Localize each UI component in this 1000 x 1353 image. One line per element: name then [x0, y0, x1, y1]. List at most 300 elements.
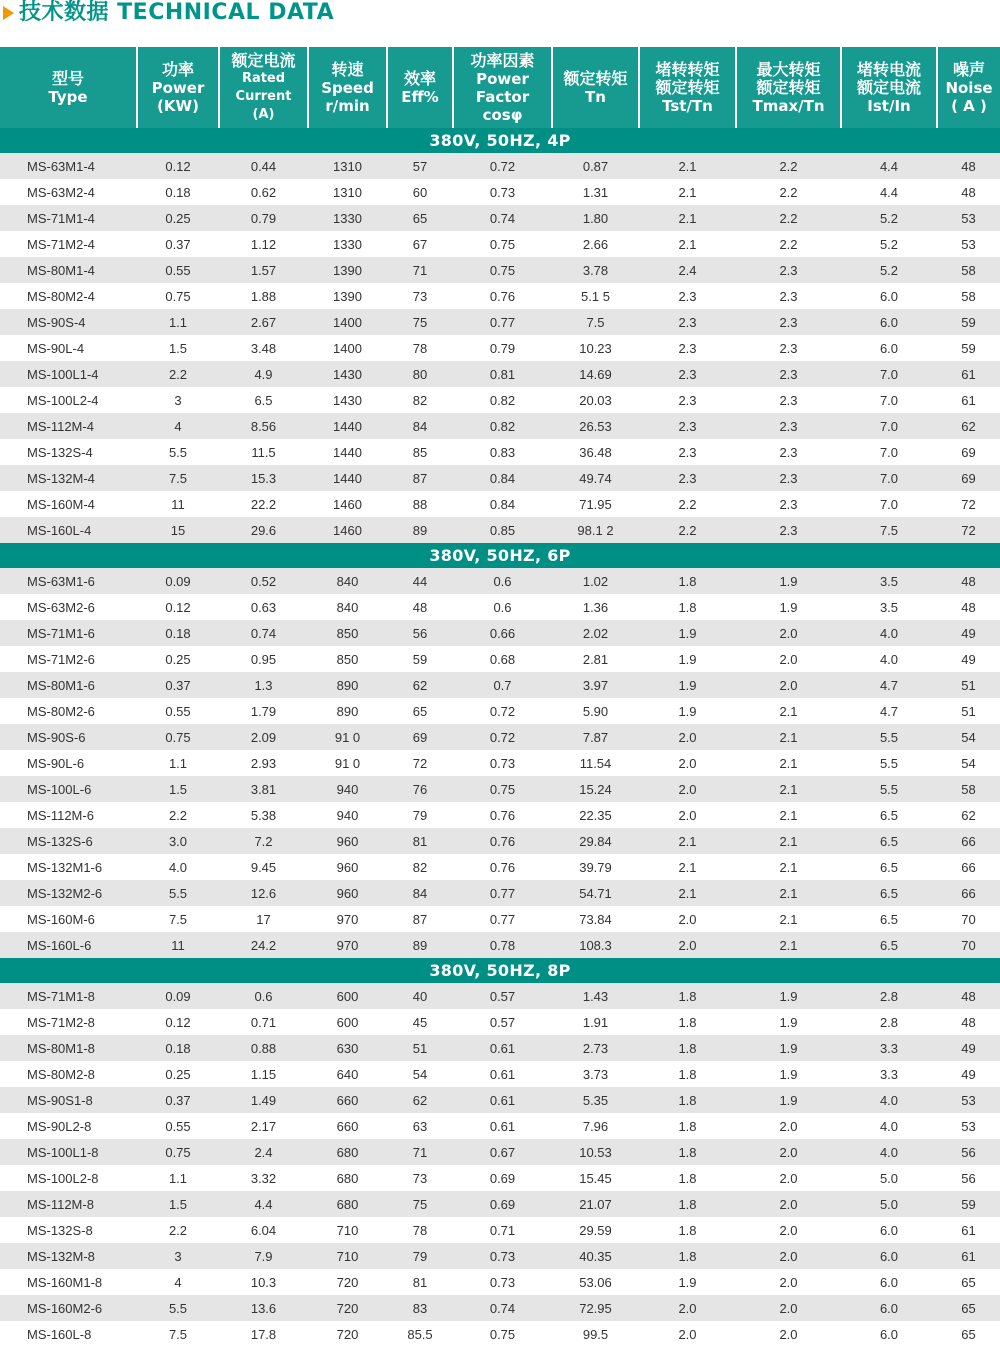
- table-cell: 1.8: [639, 594, 736, 620]
- table-cell: 0.74: [219, 620, 308, 646]
- table-cell: 2.1: [736, 776, 841, 802]
- table-cell: 5.5: [137, 439, 219, 465]
- table-cell: MS-132M2-6: [0, 880, 137, 906]
- table-row: [0, 802, 1000, 828]
- table-cell: 0.69: [453, 1191, 552, 1217]
- table-cell: 40: [387, 983, 453, 1009]
- table-cell: 0.25: [137, 646, 219, 672]
- header-rated-current: 额定电流 Rated Current (A): [219, 47, 308, 128]
- table-cell: 8.56: [219, 413, 308, 439]
- table-cell: 7.5: [137, 906, 219, 932]
- table-cell: 600: [308, 983, 387, 1009]
- table-cell: 2.0: [736, 620, 841, 646]
- table-cell: 5.5: [841, 750, 937, 776]
- table-cell: 12.6: [219, 880, 308, 906]
- group-label: 380V, 50HZ, 6P: [0, 543, 1000, 568]
- table-cell: 1460: [308, 491, 387, 517]
- table-cell: 0.61: [453, 1061, 552, 1087]
- table-cell: 2.3: [736, 309, 841, 335]
- table-cell: 72: [937, 491, 1000, 517]
- table-cell: 0.61: [453, 1035, 552, 1061]
- header-rated-torque: 额定转矩 Tn: [552, 47, 639, 128]
- table-cell: MS-71M1-4: [0, 205, 137, 231]
- table-cell: 2.1: [736, 698, 841, 724]
- play-arrow-icon: [3, 6, 14, 20]
- table-cell: 6.5: [841, 906, 937, 932]
- table-cell: 11: [137, 932, 219, 958]
- table-cell: MS-160L-8: [0, 1321, 137, 1347]
- table-cell: 0.78: [453, 932, 552, 958]
- table-row: [0, 854, 1000, 880]
- table-row: [0, 1243, 1000, 1269]
- table-cell: 2.0: [639, 932, 736, 958]
- table-cell: 67: [387, 231, 453, 257]
- table-cell: 3.97: [552, 672, 639, 698]
- table-cell: 0.76: [453, 283, 552, 309]
- table-cell: 53: [937, 1087, 1000, 1113]
- table-cell: 7.0: [841, 413, 937, 439]
- table-cell: 62: [387, 1087, 453, 1113]
- table-cell: 65: [937, 1295, 1000, 1321]
- table-cell: 6.5: [841, 802, 937, 828]
- table-cell: 3.5: [841, 568, 937, 594]
- table-cell: 4.9: [219, 361, 308, 387]
- table-cell: MS-80M2-8: [0, 1061, 137, 1087]
- table-cell: 640: [308, 1061, 387, 1087]
- table-cell: 0.67: [453, 1139, 552, 1165]
- table-cell: 2.0: [736, 1243, 841, 1269]
- table-cell: 2.3: [736, 361, 841, 387]
- table-cell: 0.82: [453, 387, 552, 413]
- table-cell: 4.0: [841, 1139, 937, 1165]
- table-row: [0, 1165, 1000, 1191]
- table-cell: 0.77: [453, 309, 552, 335]
- table-cell: 6.0: [841, 1217, 937, 1243]
- table-cell: 1.8: [639, 1035, 736, 1061]
- table-row: [0, 413, 1000, 439]
- table-row: [0, 1269, 1000, 1295]
- table-cell: 0.12: [137, 153, 219, 179]
- table-cell: 890: [308, 672, 387, 698]
- header-power-factor: 功率因素 Power Factor cosφ: [453, 47, 552, 128]
- table-cell: 0.37: [137, 1087, 219, 1113]
- table-cell: 0.73: [453, 1269, 552, 1295]
- table-cell: 0.77: [453, 880, 552, 906]
- table-row: [0, 153, 1000, 179]
- table-cell: 2.1: [736, 802, 841, 828]
- table-row: [0, 828, 1000, 854]
- table-cell: 2.0: [736, 646, 841, 672]
- table-cell: 6.5: [841, 828, 937, 854]
- table-cell: 0.12: [137, 594, 219, 620]
- technical-data-table: [0, 47, 1000, 1347]
- table-cell: 0.76: [453, 802, 552, 828]
- table-cell: 2.1: [736, 724, 841, 750]
- table-cell: 4.4: [841, 179, 937, 205]
- table-cell: 0.74: [453, 1295, 552, 1321]
- table-cell: 15.45: [552, 1165, 639, 1191]
- table-cell: 1330: [308, 205, 387, 231]
- table-cell: 0.79: [219, 205, 308, 231]
- table-cell: 600: [308, 1009, 387, 1035]
- table-cell: 2.0: [736, 1295, 841, 1321]
- table-cell: 1.1: [137, 750, 219, 776]
- table-cell: MS-80M2-6: [0, 698, 137, 724]
- table-cell: MS-80M1-4: [0, 257, 137, 283]
- table-row: [0, 620, 1000, 646]
- table-cell: 3.73: [552, 1061, 639, 1087]
- table-cell: MS-100L2-4: [0, 387, 137, 413]
- table-cell: 3.48: [219, 335, 308, 361]
- table-cell: 65: [387, 205, 453, 231]
- table-cell: MS-132M-8: [0, 1243, 137, 1269]
- table-cell: 2.3: [736, 465, 841, 491]
- table-cell: 0.68: [453, 646, 552, 672]
- table-cell: 2.3: [639, 413, 736, 439]
- table-cell: 2.3: [736, 439, 841, 465]
- table-cell: 4.0: [841, 1087, 937, 1113]
- table-cell: 54: [387, 1061, 453, 1087]
- group-header-row: [0, 958, 1000, 983]
- table-cell: 890: [308, 698, 387, 724]
- table-cell: 2.3: [736, 257, 841, 283]
- table-cell: 680: [308, 1191, 387, 1217]
- table-cell: 2.17: [219, 1113, 308, 1139]
- table-cell: MS-71M1-6: [0, 620, 137, 646]
- table-cell: 87: [387, 465, 453, 491]
- table-cell: 108.3: [552, 932, 639, 958]
- table-cell: 2.1: [736, 932, 841, 958]
- table-cell: 6.5: [841, 932, 937, 958]
- table-cell: MS-112M-6: [0, 802, 137, 828]
- table-cell: 2.2: [639, 491, 736, 517]
- table-cell: 91 0: [308, 724, 387, 750]
- table-cell: 65: [937, 1321, 1000, 1347]
- table-cell: 2.3: [736, 413, 841, 439]
- table-cell: 59: [937, 1191, 1000, 1217]
- table-cell: 62: [937, 413, 1000, 439]
- table-cell: 1.9: [736, 983, 841, 1009]
- table-cell: 4.0: [137, 854, 219, 880]
- table-cell: 0.55: [137, 1113, 219, 1139]
- table-cell: 1.8: [639, 1113, 736, 1139]
- table-cell: 0.72: [453, 698, 552, 724]
- table-cell: 0.62: [219, 179, 308, 205]
- table-cell: 62: [937, 802, 1000, 828]
- table-cell: MS-160L-6: [0, 932, 137, 958]
- table-cell: 1430: [308, 361, 387, 387]
- table-cell: 1310: [308, 153, 387, 179]
- table-cell: 7.0: [841, 387, 937, 413]
- table-cell: 0.55: [137, 257, 219, 283]
- table-cell: 5.5: [137, 1295, 219, 1321]
- table-cell: 53: [937, 231, 1000, 257]
- table-cell: 2.1: [736, 828, 841, 854]
- table-cell: 0.77: [453, 906, 552, 932]
- table-cell: MS-132M-4: [0, 465, 137, 491]
- table-cell: 970: [308, 906, 387, 932]
- table-cell: 2.1: [639, 880, 736, 906]
- table-cell: 1.9: [639, 1269, 736, 1295]
- table-cell: 22.2: [219, 491, 308, 517]
- table-cell: 2.3: [736, 517, 841, 543]
- table-cell: 0.72: [453, 153, 552, 179]
- table-cell: 6.0: [841, 335, 937, 361]
- table-row: [0, 439, 1000, 465]
- table-row: [0, 750, 1000, 776]
- table-cell: 1.8: [639, 1217, 736, 1243]
- table-cell: 0.71: [219, 1009, 308, 1035]
- table-cell: 4.0: [841, 1113, 937, 1139]
- table-cell: 2.0: [639, 750, 736, 776]
- table-cell: 0.55: [137, 698, 219, 724]
- table-cell: 79: [387, 802, 453, 828]
- table-cell: 2.0: [639, 802, 736, 828]
- table-cell: 36.48: [552, 439, 639, 465]
- table-cell: 2.2: [137, 802, 219, 828]
- table-cell: 2.3: [639, 309, 736, 335]
- table-cell: 630: [308, 1035, 387, 1061]
- table-cell: 2.2: [137, 361, 219, 387]
- table-cell: 58: [937, 776, 1000, 802]
- table-row: [0, 1217, 1000, 1243]
- table-row: [0, 1295, 1000, 1321]
- table-cell: 3.0: [137, 828, 219, 854]
- table-cell: 84: [387, 880, 453, 906]
- table-cell: 5.5: [841, 776, 937, 802]
- table-cell: 1.31: [552, 179, 639, 205]
- table-cell: 0.25: [137, 205, 219, 231]
- table-cell: 10.53: [552, 1139, 639, 1165]
- table-cell: 0.73: [453, 750, 552, 776]
- table-cell: 2.3: [639, 335, 736, 361]
- table-cell: 0.61: [453, 1113, 552, 1139]
- table-cell: 850: [308, 646, 387, 672]
- table-cell: 0.81: [453, 361, 552, 387]
- table-cell: 1330: [308, 231, 387, 257]
- table-cell: 1.1: [137, 1165, 219, 1191]
- table-cell: 0.75: [137, 283, 219, 309]
- table-cell: 1.12: [219, 231, 308, 257]
- table-cell: 11.54: [552, 750, 639, 776]
- table-cell: 1.9: [639, 698, 736, 724]
- table-cell: 1.8: [639, 1139, 736, 1165]
- header-power: 功率 Power (KW): [137, 47, 219, 128]
- table-cell: 2.2: [736, 153, 841, 179]
- table-cell: 6.0: [841, 283, 937, 309]
- table-cell: 72.95: [552, 1295, 639, 1321]
- table-cell: MS-80M1-6: [0, 672, 137, 698]
- table-cell: 3.78: [552, 257, 639, 283]
- table-cell: 2.3: [639, 387, 736, 413]
- table-cell: MS-90S-4: [0, 309, 137, 335]
- table-cell: 13.6: [219, 1295, 308, 1321]
- table-cell: 680: [308, 1139, 387, 1165]
- table-cell: 7.0: [841, 491, 937, 517]
- title-bar: [0, 0, 1000, 47]
- table-cell: 88: [387, 491, 453, 517]
- table-row: [0, 1113, 1000, 1139]
- table-cell: 0.09: [137, 568, 219, 594]
- table-cell: 0.71: [453, 1217, 552, 1243]
- table-cell: 49: [937, 646, 1000, 672]
- table-cell: 7.5: [137, 465, 219, 491]
- table-cell: 2.2: [736, 179, 841, 205]
- table-cell: 7.0: [841, 439, 937, 465]
- table-cell: 1440: [308, 465, 387, 491]
- table-cell: 81: [387, 828, 453, 854]
- table-cell: 1.79: [219, 698, 308, 724]
- table-cell: 1.8: [639, 1009, 736, 1035]
- table-cell: 2.0: [639, 1295, 736, 1321]
- table-cell: 720: [308, 1269, 387, 1295]
- table-cell: 59: [937, 309, 1000, 335]
- table-cell: 48: [387, 594, 453, 620]
- table-cell: 0.52: [219, 568, 308, 594]
- table-cell: 940: [308, 776, 387, 802]
- table-cell: MS-71M2-8: [0, 1009, 137, 1035]
- table-cell: 89: [387, 517, 453, 543]
- table-cell: 0.75: [137, 1139, 219, 1165]
- table-row: [0, 283, 1000, 309]
- table-row: [0, 309, 1000, 335]
- table-cell: 9.45: [219, 854, 308, 880]
- table-cell: 1.5: [137, 1191, 219, 1217]
- table-cell: 0.79: [453, 335, 552, 361]
- table-row: [0, 465, 1000, 491]
- table-cell: 0.57: [453, 983, 552, 1009]
- table-cell: 2.0: [736, 1113, 841, 1139]
- table-cell: 51: [937, 698, 1000, 724]
- group-label: 380V, 50HZ, 4P: [0, 128, 1000, 153]
- table-cell: 65: [937, 1269, 1000, 1295]
- table-cell: 0.75: [453, 231, 552, 257]
- table-cell: 51: [937, 672, 1000, 698]
- table-cell: 2.3: [639, 361, 736, 387]
- table-cell: 78: [387, 1217, 453, 1243]
- table-cell: 1.9: [736, 568, 841, 594]
- group-header-row: [0, 543, 1000, 568]
- table-cell: 2.1: [736, 750, 841, 776]
- table-cell: 0.6: [219, 983, 308, 1009]
- table-cell: MS-100L1-8: [0, 1139, 137, 1165]
- table-cell: 0.88: [219, 1035, 308, 1061]
- table-cell: 1.8: [639, 1087, 736, 1113]
- table-body: [0, 128, 1000, 1347]
- header-locked-rotor-current: 堵转电流 额定电流 Ist/In: [841, 47, 937, 128]
- table-cell: 7.5: [137, 1321, 219, 1347]
- table-cell: 2.4: [219, 1139, 308, 1165]
- table-row: [0, 698, 1000, 724]
- table-cell: 5.0: [841, 1191, 937, 1217]
- table-cell: 14.69: [552, 361, 639, 387]
- table-cell: 71: [387, 257, 453, 283]
- table-cell: 0.75: [453, 1321, 552, 1347]
- table-cell: 5.5: [137, 880, 219, 906]
- table-cell: 0.6: [453, 594, 552, 620]
- table-cell: 710: [308, 1217, 387, 1243]
- table-cell: 24.2: [219, 932, 308, 958]
- table-cell: 0.76: [453, 854, 552, 880]
- table-cell: MS-132S-8: [0, 1217, 137, 1243]
- table-cell: 44: [387, 568, 453, 594]
- table-cell: 59: [937, 335, 1000, 361]
- table-cell: 53: [937, 1113, 1000, 1139]
- table-cell: 0.85: [453, 517, 552, 543]
- table-cell: 65: [387, 698, 453, 724]
- table-cell: 1.8: [639, 1191, 736, 1217]
- table-cell: 29.84: [552, 828, 639, 854]
- table-cell: 2.0: [736, 1191, 841, 1217]
- table-cell: 0.84: [453, 491, 552, 517]
- table-cell: 1.91: [552, 1009, 639, 1035]
- table-row: [0, 672, 1000, 698]
- table-cell: 26.53: [552, 413, 639, 439]
- table-cell: 0.25: [137, 1061, 219, 1087]
- table-row: [0, 1009, 1000, 1035]
- table-cell: 1.15: [219, 1061, 308, 1087]
- table-row: [0, 1035, 1000, 1061]
- table-cell: 5.38: [219, 802, 308, 828]
- table-cell: 2.3: [639, 439, 736, 465]
- table-cell: 58: [937, 283, 1000, 309]
- table-cell: MS-90S-6: [0, 724, 137, 750]
- table-cell: 0.73: [453, 179, 552, 205]
- table-cell: 78: [387, 335, 453, 361]
- table-cell: 83: [387, 1295, 453, 1321]
- table-cell: 15: [137, 517, 219, 543]
- table-cell: 7.96: [552, 1113, 639, 1139]
- table-cell: MS-112M-4: [0, 413, 137, 439]
- table-cell: 3: [137, 1243, 219, 1269]
- table-cell: 5.2: [841, 205, 937, 231]
- table-cell: 21.07: [552, 1191, 639, 1217]
- table-cell: 2.3: [639, 283, 736, 309]
- table-cell: 5.35: [552, 1087, 639, 1113]
- table-cell: 0.57: [453, 1009, 552, 1035]
- table-cell: 53.06: [552, 1269, 639, 1295]
- table-cell: 49: [937, 1035, 1000, 1061]
- table-cell: 960: [308, 880, 387, 906]
- table-cell: 2.4: [639, 257, 736, 283]
- table-cell: 2.0: [736, 672, 841, 698]
- table-cell: 89: [387, 932, 453, 958]
- table-cell: MS-132S-6: [0, 828, 137, 854]
- table-cell: 0.61: [453, 1087, 552, 1113]
- table-cell: 49: [937, 620, 1000, 646]
- table-cell: 1.57: [219, 257, 308, 283]
- table-cell: 680: [308, 1165, 387, 1191]
- table-cell: 4.4: [219, 1191, 308, 1217]
- table-cell: 1.9: [736, 1035, 841, 1061]
- table-cell: 2.2: [736, 231, 841, 257]
- table-cell: 66: [937, 880, 1000, 906]
- table-cell: 4.0: [841, 646, 937, 672]
- table-cell: 2.3: [736, 387, 841, 413]
- table-cell: 2.3: [736, 335, 841, 361]
- table-cell: 2.81: [552, 646, 639, 672]
- table-cell: 2.0: [736, 1269, 841, 1295]
- table-cell: 5.5: [841, 724, 937, 750]
- table-cell: 2.1: [736, 906, 841, 932]
- table-cell: 1.80: [552, 205, 639, 231]
- table-row: [0, 231, 1000, 257]
- table-cell: 7.0: [841, 465, 937, 491]
- table-cell: 1.8: [639, 568, 736, 594]
- table-cell: 72: [387, 750, 453, 776]
- table-cell: 0.09: [137, 983, 219, 1009]
- table-cell: 840: [308, 594, 387, 620]
